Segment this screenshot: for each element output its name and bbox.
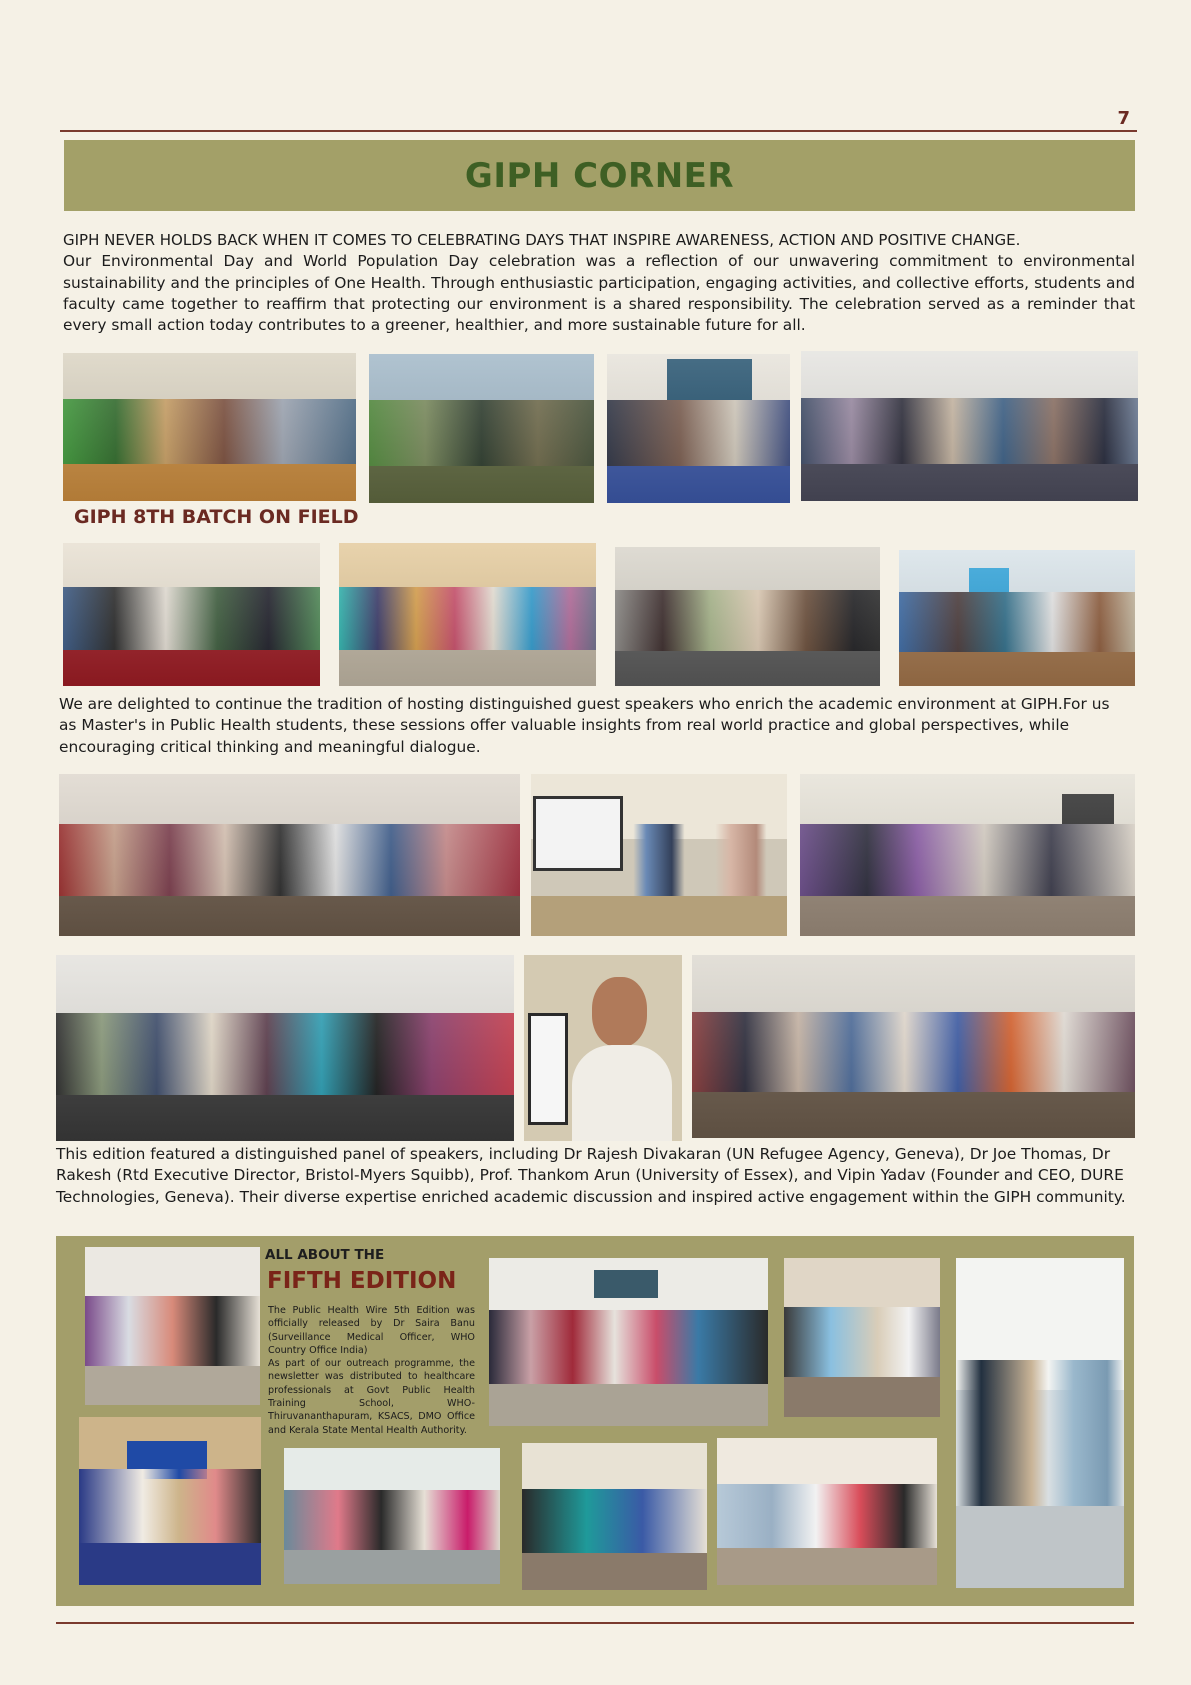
photo-field-visit-3	[615, 547, 880, 686]
panel-paragraph: This edition featured a distinguished panel of speakers, including Dr Rajesh Divakaran (UN Refugee Agency, Geneva), Dr Joe Thomas, Dr Rakesh (Rtd Executive Director, Bristol-Myers Squibb), Prof. Thankom Arun (University of Essex), and Vipin Yadav (Founder and CEO, DURE Technologies, Geneva). Their diverse expertise enriched academic discussion and inspired active engagement within the GIPH community.	[56, 1145, 1126, 1206]
photo-environment-day-group	[801, 351, 1138, 501]
speakers-paragraph: We are delighted to continue the tradition of hosting distinguished guest speakers who enrich the academic environment at GIPH.For us as Master's in Public Health students, these sessions offer valuable insights from real world practice and global perspectives, while encouraging critical thinking and meaningful dialogue.	[59, 695, 1110, 756]
photo-edition-hospital	[956, 1258, 1124, 1588]
photo-edition-mental-health	[717, 1438, 937, 1585]
intro-body: Our Environmental Day and World Population Day celebration was a reflection of our unwavering commitment to environmental sustainability and the principles of One Health. Through enthusiastic participation, engaging activities, and collective efforts, students and faculty came together to reaffirm that protecting our environment is a shared responsibility. The celebration served as a reminder that every small action today contributes to a greener, healthier, and more sustainable future for all.	[63, 252, 1135, 335]
photo-environment-day-1	[63, 353, 356, 501]
intro-block	[63, 230, 1135, 336]
intro-headline: GIPH NEVER HOLDS BACK WHEN IT COMES TO CELEBRATING DAYS THAT INSPIRE AWARENESS, ACTION AND POSITIVE CHANGE.	[63, 231, 1021, 249]
edition-description	[268, 1304, 475, 1437]
photo-guest-lecture-audience	[800, 774, 1135, 936]
photo-guest-speaker-group-1	[59, 774, 520, 936]
page-title: GIPH CORNER	[464, 155, 735, 196]
photo-edition-release	[85, 1247, 260, 1405]
photo-field-visit-1	[63, 543, 320, 686]
photo-edition-handover-1	[784, 1258, 940, 1417]
page-number: 7	[1117, 108, 1130, 129]
photo-environment-day-2	[369, 354, 594, 503]
edition-release-text: The Public Health Wire 5th Edition was officially released by Dr Saira Banu (Surveillance Medical Officer, WHO Country Office India)	[268, 1305, 475, 1356]
top-rule	[60, 130, 1137, 132]
edition-big-title: FIFTH EDITION	[267, 1268, 457, 1294]
photo-guest-speaker-group-3	[692, 955, 1135, 1138]
field-section-title: GIPH 8TH BATCH ON FIELD	[74, 506, 359, 528]
photo-ageing-in-kerala-talk	[531, 774, 787, 936]
photo-environment-day-3	[607, 354, 790, 503]
photo-edition-training-school	[284, 1448, 500, 1584]
bottom-rule	[56, 1622, 1134, 1624]
photo-edition-dmo-office	[79, 1417, 261, 1585]
edition-outreach-text: As part of our outreach programme, the newsletter was distributed to healthcare professionals at Govt Public Health Training School, WHO-Thiruvananthapuram, KSACS, DMO Office and Kerala State Mental Health Authority.	[268, 1358, 475, 1436]
photo-field-visit-4	[899, 550, 1135, 686]
title-banner	[64, 140, 1135, 211]
photo-edition-ksacs	[522, 1443, 707, 1590]
photo-guest-speaker-group-2	[56, 955, 514, 1141]
photo-guest-speaker-portrait	[524, 955, 682, 1141]
photo-edition-group	[489, 1258, 768, 1426]
edition-small-title: ALL ABOUT THE	[265, 1247, 385, 1263]
photo-field-visit-2	[339, 543, 596, 686]
